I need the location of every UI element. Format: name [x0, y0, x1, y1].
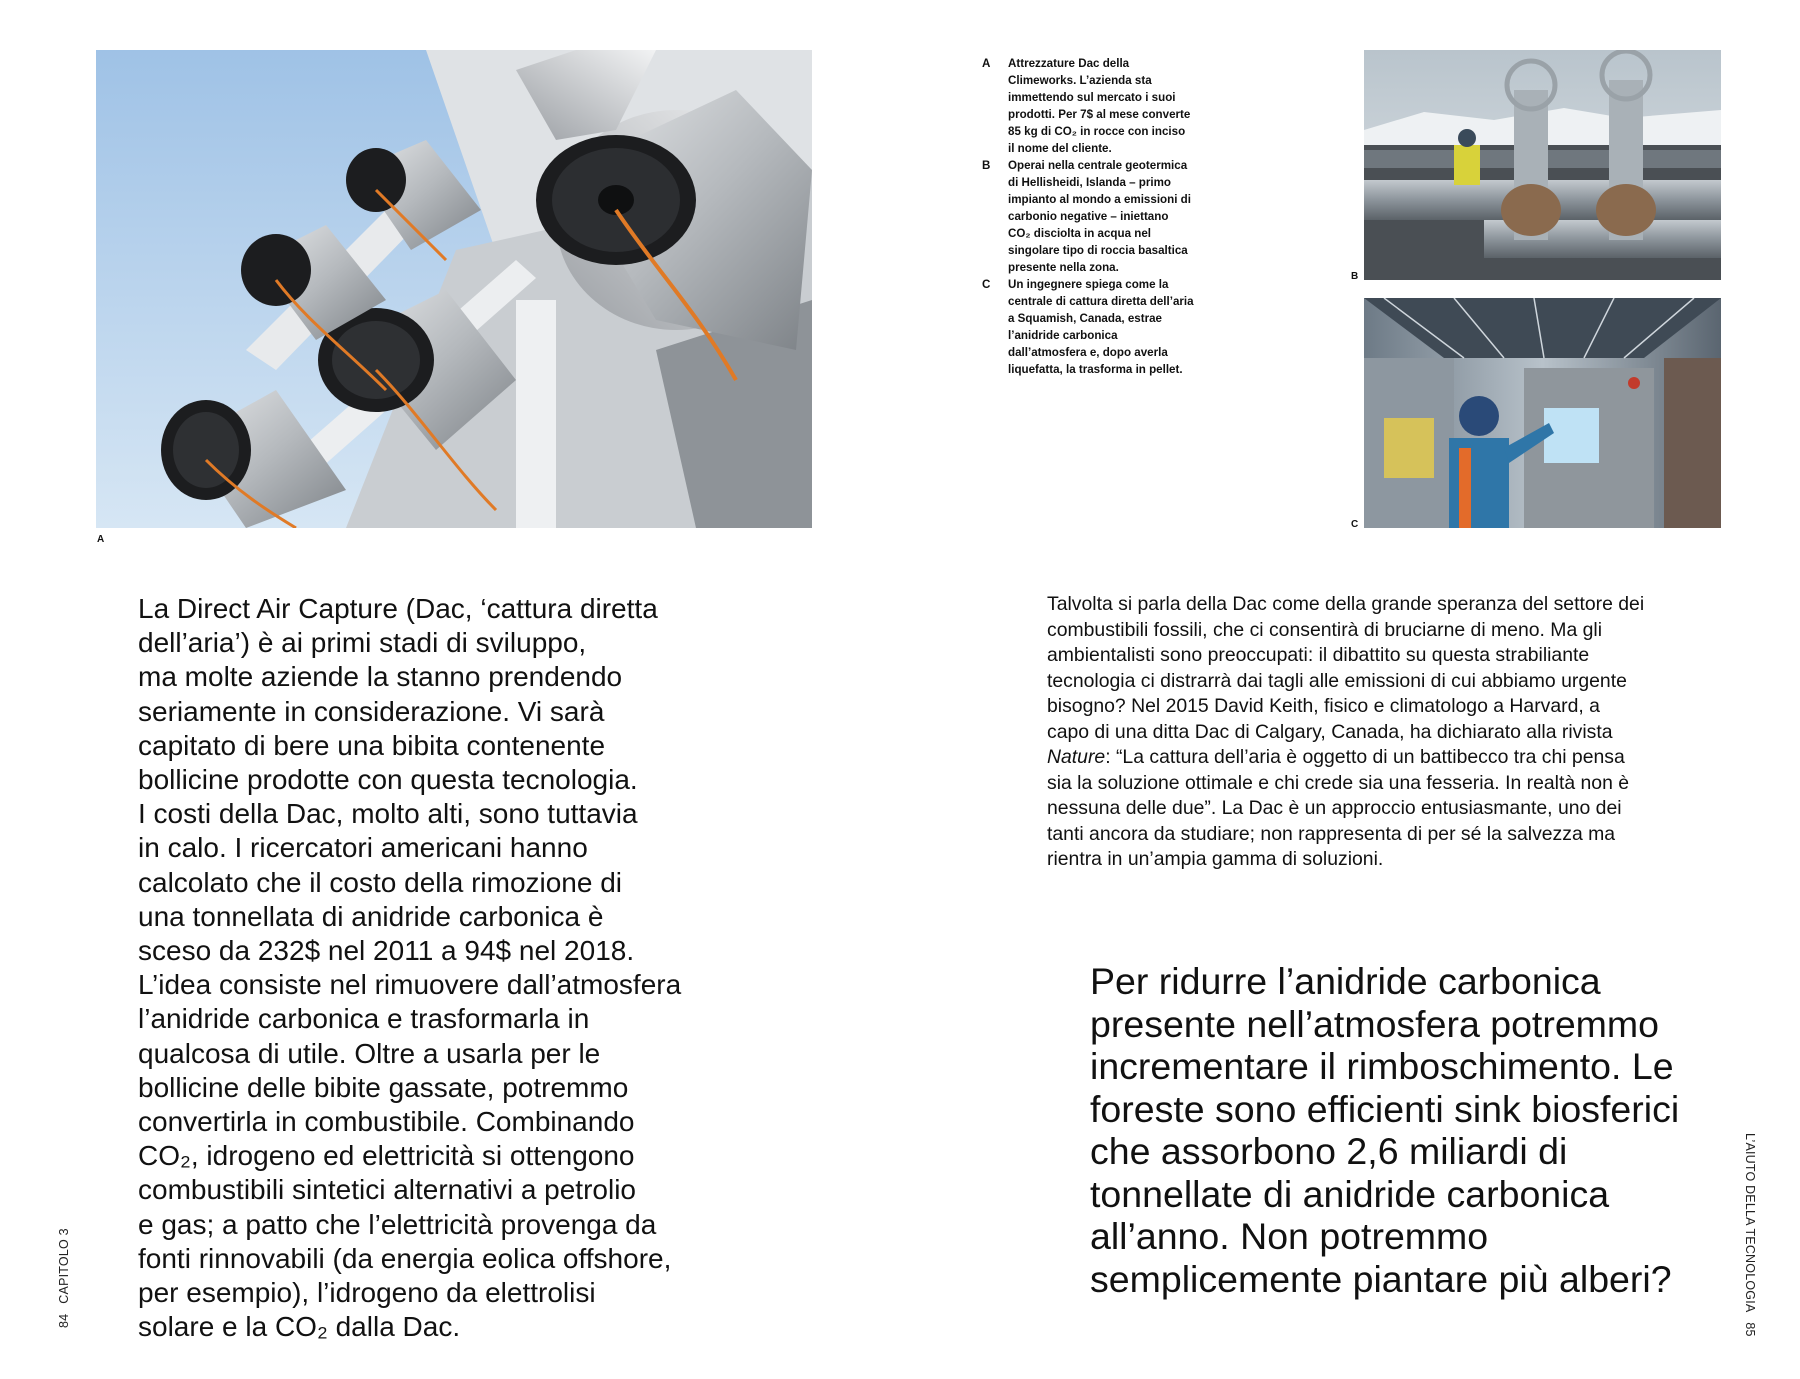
body-text-part: : “La cattura dell’aria è oggetto di un battibecco tra chi pensa sia la soluzione ottimale e chi crede sia una fesseria. In realtà non è nessuna delle due”. La Dac è un approccio entusiasmante, uno dei tanti ancora da studiare; non rappresenta di per sé la salvezza ma rientra in un’ampia gamma di soluzioni.	[1047, 746, 1630, 870]
body-text	[1047, 592, 1647, 873]
caption-c	[982, 276, 1194, 378]
photo-geothermal-pipes	[1364, 50, 1721, 280]
magazine-title: Nature	[1047, 746, 1106, 768]
running-head-right	[1743, 1133, 1757, 1347]
right-page	[900, 0, 1800, 1379]
caption-text: Un ingegnere spiega come la centrale di cattura diretta dell’aria a Squamish, Canada, estrae l’anidride carbonica dall’atmosfera e, dopo averla liquefatta, la trasforma in pellet.	[1008, 278, 1194, 376]
caption-letter: B	[982, 159, 991, 172]
caption-text: Attrezzature Dac della Climeworks. L’azienda sta immettendo sul mercato i suoi prodotti. Per 7$ al mese converte 85 kg di CO₂ in rocce con inciso il nome del cliente.	[1008, 57, 1191, 155]
page-number: 84	[57, 1313, 71, 1328]
photo-dac-fans	[96, 50, 812, 528]
body-text-part: Talvolta si parla della Dac come della grande speranza del settore dei combustibili fossili, che ci consentirà di bruciarne di meno. Ma gli ambientalisti sono preoccupati: il dibattito su questa strabiliante tecnologia ci distrarrà dai tagli alle emissioni di cui abbiamo urgente bisogno? Nel 2015 David Keith, fisico e climatologo a Harvard, a capo di una ditta Dac di Calgary, Canada, ha dichiarato alla rivista	[1047, 593, 1645, 743]
running-head-left	[57, 1228, 71, 1338]
page-number: 85	[1743, 1322, 1757, 1337]
body-text: La Direct Air Capture (Dac, ‘cattura diretta dell’aria’) è ai primi stadi di sviluppo, ma molte aziende la stanno prendendo seriamente in considerazione. Vi sarà capitato di bere una bibita contenente bollicine prodotte con questa tecnologia. I costi della Dac, molto alti, sono tuttavia in calo. I ricercatori americani hanno calcolato che il costo della rimozione di una tonnellata di anidride carbonica è sceso da 232$ nel 2011 a 94$ nel 2018. L’idea consiste nel rimuovere dall’atmosfera l’anidride carbonica e trasformarla in qualcosa di utile. Oltre a usarla per le bollicine delle bibite gassate, potremmo convertirla in combustibile. Combinando CO₂, idrogeno ed elettricità si ottengono combustibili sintetici alternativi a petrolio e gas; a patto che l’elettricità provenga da fonti rinnovabili (da energia eolica offshore, per esempio), l’idrogeno da elettrolisi solare e la CO₂ dalla Dac.	[138, 593, 682, 1343]
chapter-title: CAPITOLO 3	[57, 1228, 71, 1304]
caption-letter: A	[982, 57, 991, 70]
caption-text: Operai nella centrale geotermica di Hellisheidi, Islanda – primo impianto al mondo a emissioni di carbonio negative – iniettano CO₂ disciolta in acqua nel singolare tipo di roccia basaltica presente nella zona.	[1008, 159, 1191, 274]
photo-captions	[982, 55, 1194, 378]
photo-engineer-control-panel	[1364, 298, 1721, 528]
caption-a	[982, 55, 1194, 157]
chapter-title: L’AIUTO DELLA TECNOLOGIA	[1743, 1133, 1757, 1313]
caption-b	[982, 157, 1194, 276]
pull-quote: Per ridurre l’anidride carbonica presente nell’atmosfera potremmo incrementare il rimboschimento. Le foreste sono efficienti sink biosferici che assorbono 2,6 miliardi di tonnellate di anidride carbonica all’anno. Non potremmo semplicemente piantare più alberi?	[1090, 960, 1680, 1300]
caption-letter: C	[982, 278, 991, 291]
photo-label-a: A	[97, 534, 105, 545]
photo-label-b: B	[1351, 271, 1359, 282]
photo-label-c: C	[1351, 519, 1359, 530]
